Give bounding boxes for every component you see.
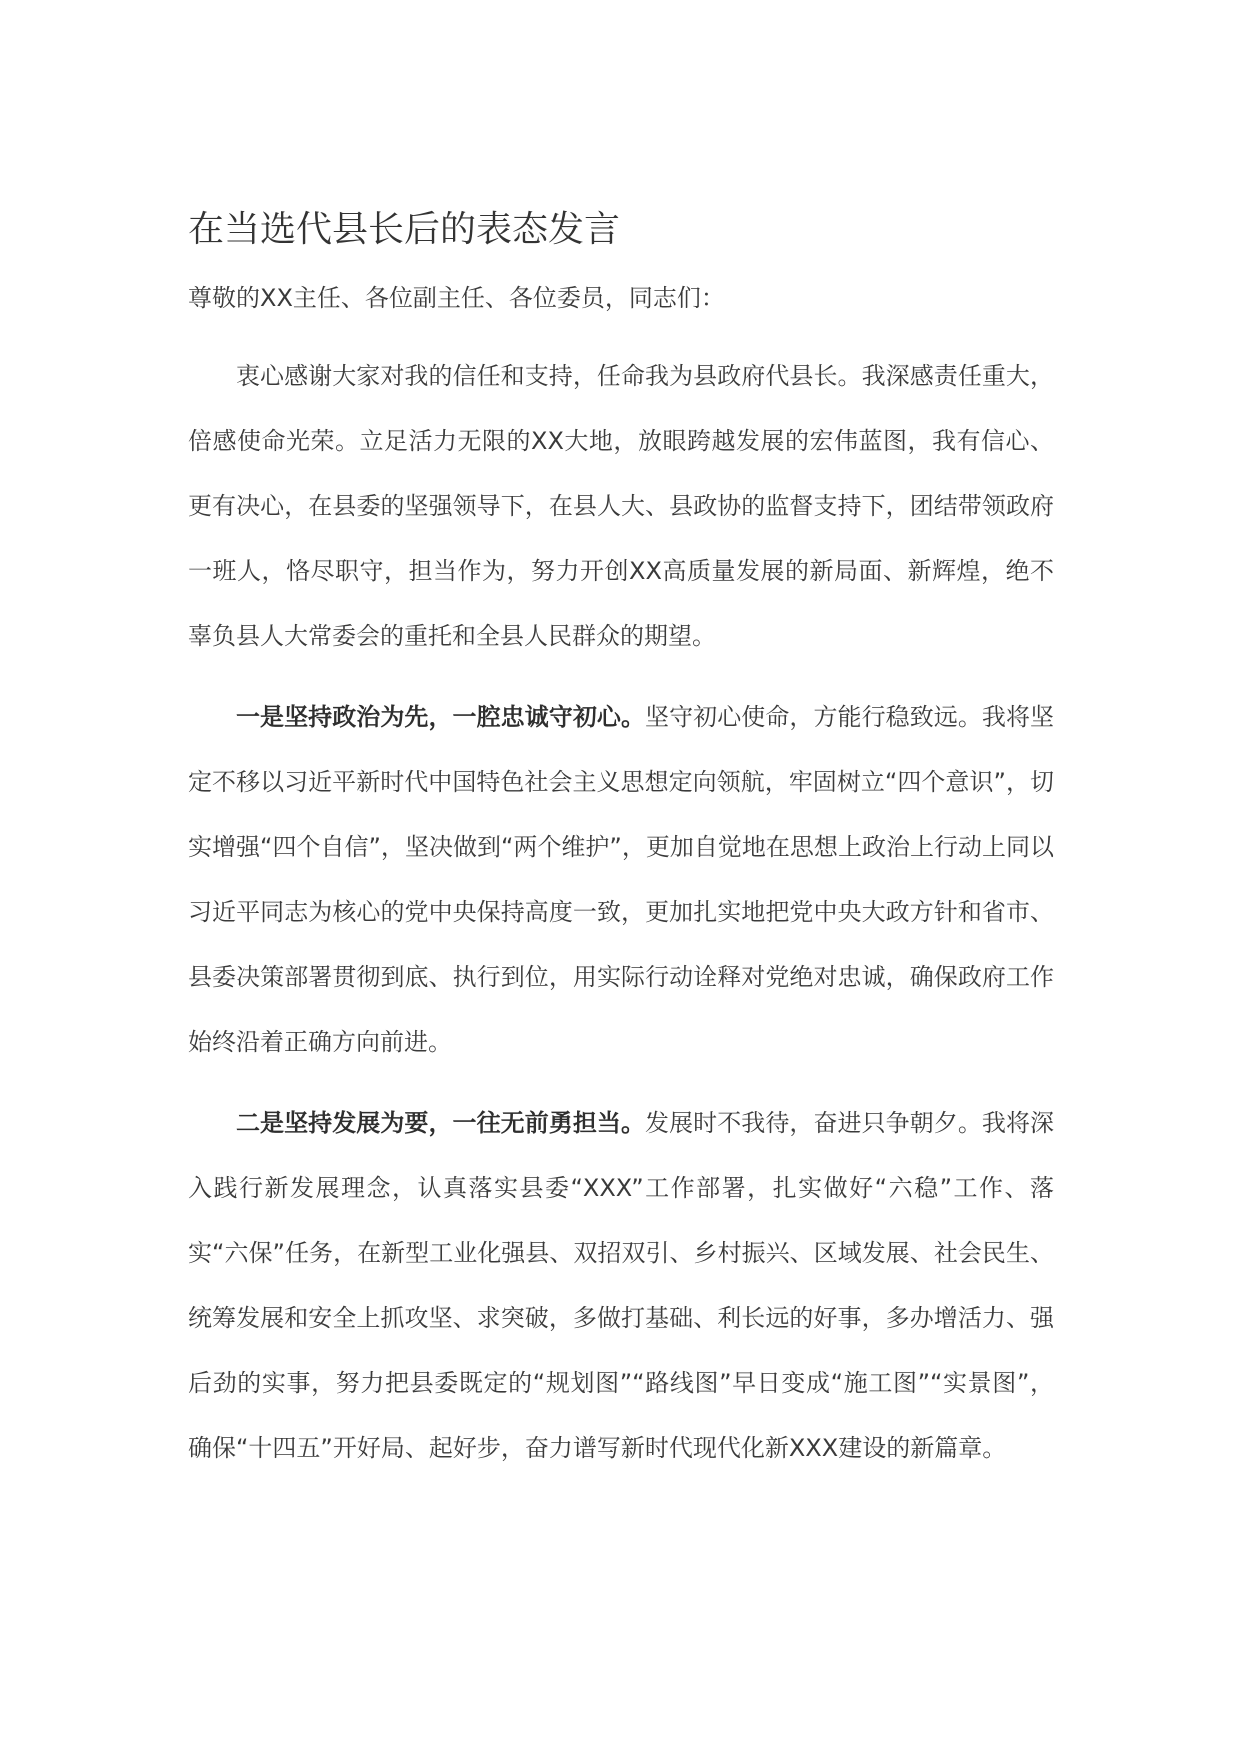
paragraph-lead: 一是坚持政治为先，一腔忠诚守初心。 [236,703,646,731]
document-body [188,200,1054,1497]
paragraph-text: 衷心感谢大家对我的信任和支持，任命我为县政府代县长。我深感责任重大，倍感使命光荣。立足活力无限的XX大地，放眼跨越发展的宏伟蓝图，我有信心、更有决心，在县委的坚强领导下，在县人大、县政协的监督支持下，团结带领政府一班人，恪尽职守，担当作为，努力开创XX高质量发展的新局面、新辉煌，绝不辜负县人大常委会的重托和全县人民群众的期望。 [188,362,1054,650]
paragraph-point-two [188,1091,1054,1481]
document-title: 在当选代县长后的表态发言 [188,209,621,250]
paragraph-text: 坚守初心使命，方能行稳致远。我将坚定不移以习近平新时代中国特色社会主义思想定向领航，牢固树立“四个意识”，切实增强“四个自信”，坚决做到“两个维护”，更加自觉地在思想上政治上行动上同以习近平同志为核心的党中央保持高度一致，更加扎实地把党中央大政方针和省市、县委决策部署贯彻到底、执行到位，用实际行动诠释对党绝对忠诚，确保政府工作始终沿着正确方向前进。 [188,703,1054,1056]
paragraph-point-one [188,685,1054,1075]
salutation: 尊敬的XX主任、各位副主任、各位委员，同志们： [188,284,725,312]
paragraph-lead: 二是坚持发展为要，一往无前勇担当。 [236,1109,646,1137]
paragraph-intro [188,344,1054,669]
paragraph-text: 发展时不我待，奋进只争朝夕。我将深入践行新发展理念，认真落实县委“XXX”工作部署，扎实做好“六稳”工作、落实“六保”任务，在新型工业化强县、双招双引、乡村振兴、区域发展、社会民生、统筹发展和安全上抓攻坚、求突破，多做打基础、利长远的好事，多办增活力、强后劲的实事，努力把县委既定的“规划图”“路线图”早日变成“施工图”“实景图”，确保“十四五”开好局、起好步，奋力谱写新时代现代化新XXX建设的新篇章。 [188,1109,1054,1462]
